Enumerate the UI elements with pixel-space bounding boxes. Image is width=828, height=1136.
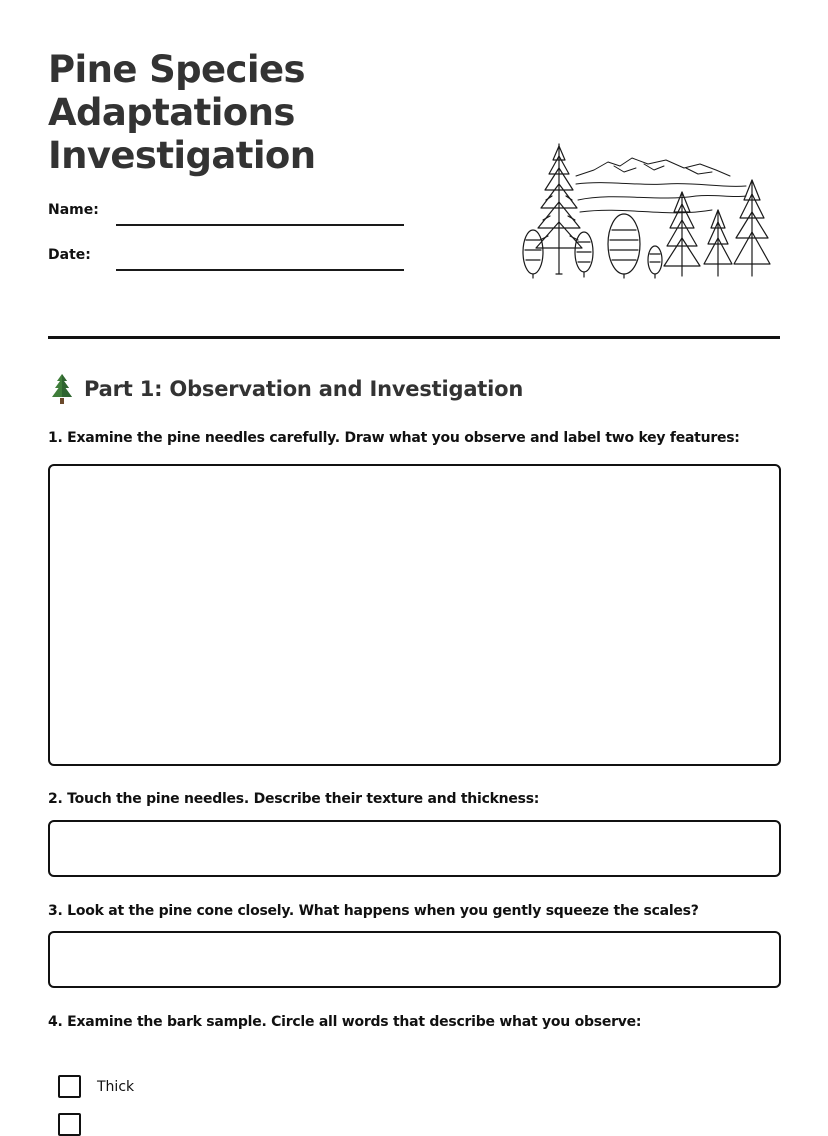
- checkbox[interactable]: [58, 1075, 81, 1098]
- section-title: Part 1: Observation and Investigation: [84, 377, 524, 401]
- date-label: Date:: [48, 247, 91, 263]
- right-conifers: [664, 180, 770, 276]
- question-4: 4. Examine the bark sample. Circle all words that describe what you observe:: [48, 1014, 642, 1030]
- date-field[interactable]: [48, 245, 408, 275]
- section-divider: [48, 336, 780, 339]
- option-label: Thick: [97, 1078, 135, 1095]
- bark-option-thick[interactable]: [58, 1075, 134, 1098]
- date-input-line[interactable]: [116, 269, 404, 271]
- bark-option-2[interactable]: [58, 1113, 97, 1136]
- name-input-line[interactable]: [116, 224, 404, 226]
- page-title: Pine Species Adaptations Investigation: [48, 48, 316, 177]
- name-label: Name:: [48, 202, 99, 218]
- pine-tree-icon: [48, 373, 76, 405]
- round-pines: [523, 214, 662, 278]
- pine-forest-illustration: [516, 140, 778, 282]
- checkbox[interactable]: [58, 1113, 81, 1136]
- answer-box-2[interactable]: [48, 820, 781, 877]
- question-1: 1. Examine the pine needles carefully. Draw what you observe and label two key features:: [48, 430, 740, 446]
- answer-box-3[interactable]: [48, 931, 781, 988]
- drawing-area-1[interactable]: [48, 464, 781, 766]
- question-3: 3. Look at the pine cone closely. What happens when you gently squeeze the scales?: [48, 903, 699, 919]
- question-2: 2. Touch the pine needles. Describe their texture and thickness:: [48, 791, 540, 807]
- name-field[interactable]: [48, 200, 408, 230]
- section-heading: [48, 372, 523, 406]
- mountain-range: [576, 158, 746, 213]
